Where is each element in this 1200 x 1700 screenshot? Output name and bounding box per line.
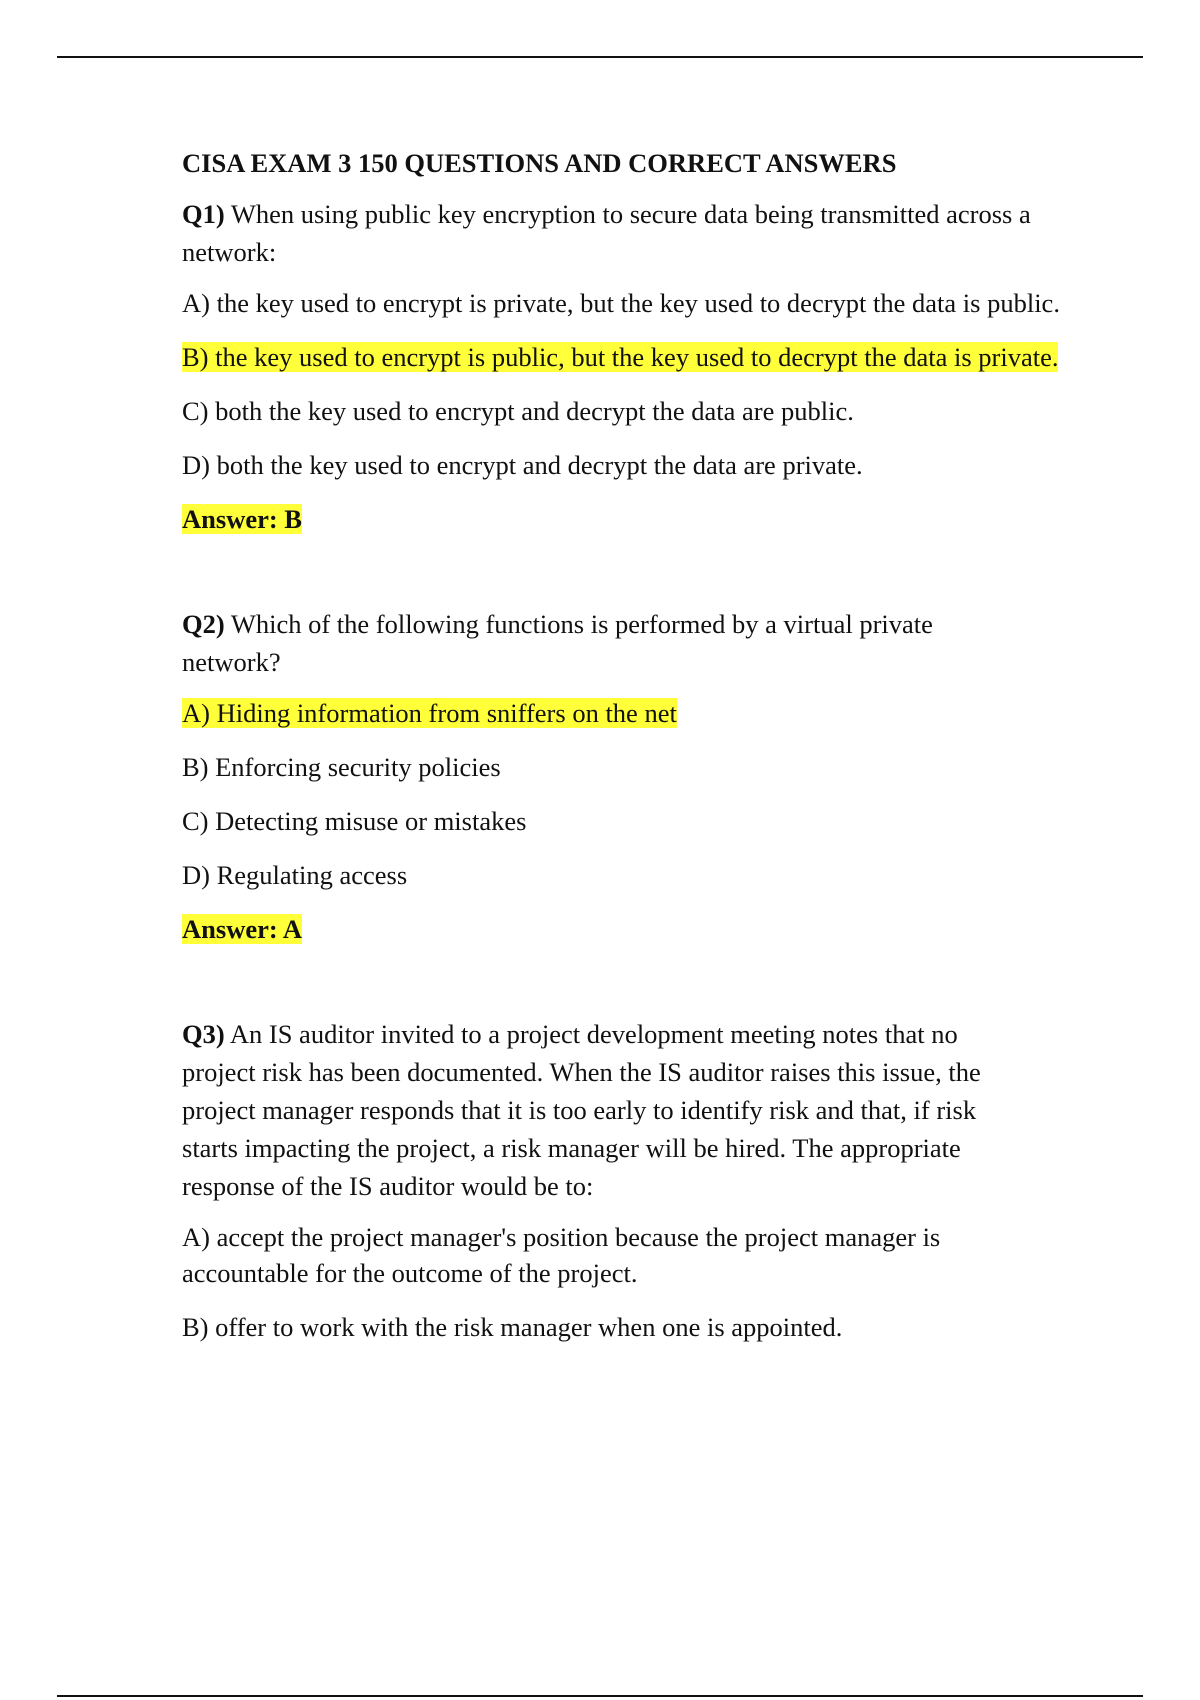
option-d: D) both the key used to encrypt and decrypt the data are private. xyxy=(182,450,863,480)
option-b: B) Enforcing security policies xyxy=(182,752,501,782)
option-b: B) offer to work with the risk manager when one is appointed. xyxy=(182,1312,843,1342)
option-a: A) accept the project manager's position because the project manager is accountable for the outcome of the project. xyxy=(182,1222,941,1288)
highlighted-correct-option: B) the key used to encrypt is public, but the key used to decrypt the data is private. xyxy=(182,342,1059,372)
question-number: Q2) xyxy=(182,609,225,639)
question-block-2 xyxy=(182,605,1102,947)
question-text xyxy=(182,195,1102,271)
page-title: CISA EXAM 3 150 QUESTIONS AND CORRECT ANSWERS xyxy=(182,148,897,178)
answer-line xyxy=(182,501,1102,537)
question-body: An IS auditor invited to a project development meeting notes that no project risk has been documented. When the IS auditor raises this issue, the project manager responds that it is too early to identify risk and that, if risk starts impacting the project, a risk manager will be hired. The appropriate response of the IS auditor would be to: xyxy=(182,1019,981,1201)
option-d: D) Regulating access xyxy=(182,860,408,890)
option-c: C) Detecting misuse or mistakes xyxy=(182,806,527,836)
highlighted-correct-option: A) Hiding information from sniffers on the net xyxy=(182,698,677,728)
question-body: Which of the following functions is performed by a virtual private network? xyxy=(182,609,933,677)
bottom-rule xyxy=(57,1695,1143,1697)
question-body: When using public key encryption to secure data being transmitted across a network: xyxy=(182,199,1031,267)
answer-line xyxy=(182,911,1102,947)
option-a: A) the key used to encrypt is private, but the key used to decrypt the data is public. xyxy=(182,288,1060,318)
question-number: Q1) xyxy=(182,199,225,229)
option-b-highlighted xyxy=(182,339,1102,375)
option-a-highlighted xyxy=(182,695,1102,731)
option-c: C) both the key used to encrypt and decrypt the data are public. xyxy=(182,396,854,426)
question-block-1 xyxy=(182,195,1102,537)
document-body xyxy=(182,145,1102,1413)
question-text xyxy=(182,605,942,681)
top-rule xyxy=(57,56,1143,58)
question-number: Q3) xyxy=(182,1019,225,1049)
question-block-3 xyxy=(182,1015,1102,1345)
answer-label: Answer: A xyxy=(182,914,302,944)
answer-label: Answer: B xyxy=(182,504,302,534)
question-text xyxy=(182,1015,1022,1205)
